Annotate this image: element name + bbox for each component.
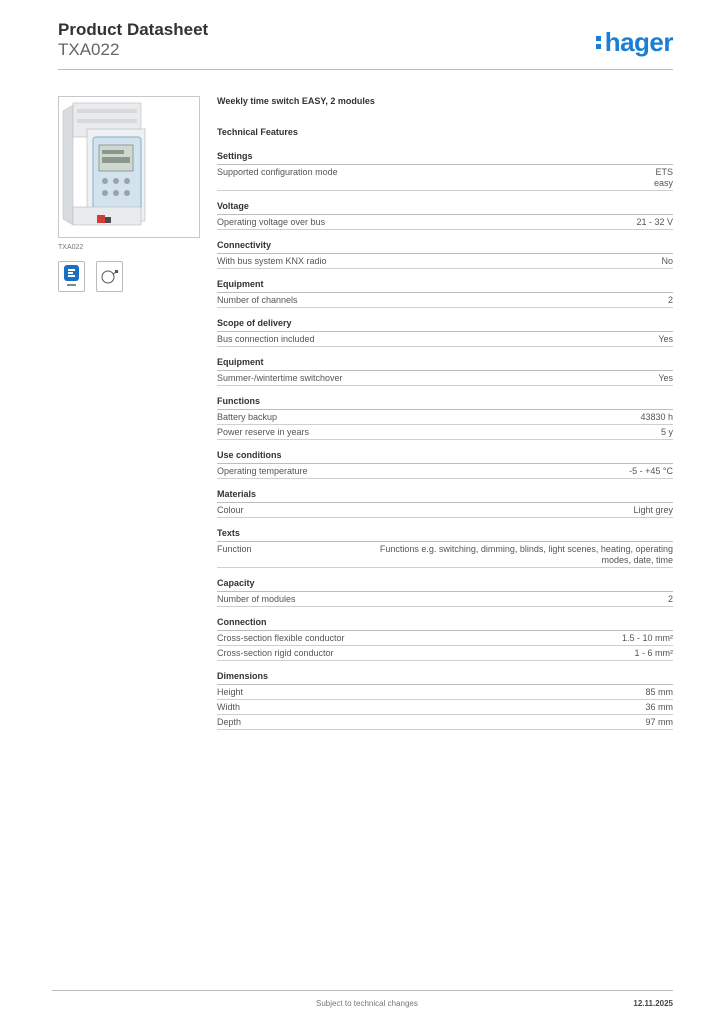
feature-row	[217, 503, 673, 518]
feature-section	[217, 356, 673, 386]
feature-sections	[217, 150, 673, 730]
feature-label: Number of channels	[217, 294, 298, 305]
feature-label: Cross-section rigid conductor	[217, 647, 334, 658]
feature-section	[217, 527, 673, 568]
image-caption: TXA022	[58, 244, 84, 251]
feature-label: With bus system KNX radio	[217, 255, 327, 266]
feature-section	[217, 616, 673, 661]
feature-value: 97 mm	[645, 716, 673, 727]
section-title: Connection	[217, 616, 673, 631]
feature-section	[217, 278, 673, 308]
product-subtitle: Weekly time switch EASY, 2 modules	[217, 96, 375, 106]
feature-label: Number of modules	[217, 593, 296, 604]
page-header	[58, 20, 673, 70]
feature-label: Width	[217, 701, 241, 712]
feature-row	[217, 685, 673, 700]
section-title: Scope of delivery	[217, 317, 673, 332]
feature-section	[217, 395, 673, 440]
feature-row	[217, 215, 673, 230]
feature-value: 43830 h	[640, 411, 673, 422]
feature-value: Functions e.g. switching, dimming, blinds, light scenes, heating, operating modes, date, time	[379, 543, 673, 565]
feature-label: Cross-section flexible conductor	[217, 632, 345, 643]
feature-row	[217, 332, 673, 347]
feature-section	[217, 488, 673, 518]
feature-section	[217, 150, 673, 191]
section-title: Equipment	[217, 278, 673, 293]
feature-value: 2	[667, 593, 673, 604]
feature-label: Operating voltage over bus	[217, 216, 326, 227]
section-title: Use conditions	[217, 449, 673, 464]
feature-label: Function	[217, 543, 252, 554]
section-title: Voltage	[217, 200, 673, 215]
feature-row	[217, 464, 673, 479]
feature-section	[217, 317, 673, 347]
feature-row	[217, 592, 673, 607]
feature-row	[217, 646, 673, 661]
product-image	[58, 96, 200, 238]
feature-value: Yes	[658, 333, 673, 344]
feature-label: Power reserve in years	[217, 426, 310, 437]
feature-value: 21 - 32 V	[636, 216, 673, 227]
feature-row	[217, 410, 673, 425]
section-title: Texts	[217, 527, 673, 542]
feature-label: Supported configuration mode	[217, 166, 338, 177]
feature-row	[217, 425, 673, 440]
section-title: Settings	[217, 150, 673, 165]
feature-row	[217, 165, 673, 191]
feature-row	[217, 254, 673, 269]
logo-colon-mark	[596, 30, 603, 50]
feature-label: Depth	[217, 716, 242, 727]
feature-row	[217, 631, 673, 646]
feature-value: 5 y	[660, 426, 673, 437]
feature-value: 85 mm	[645, 686, 673, 697]
feature-row	[217, 293, 673, 308]
knx-easy-icon	[58, 261, 85, 292]
feature-section	[217, 577, 673, 607]
product-code: TXA022	[58, 40, 120, 59]
feature-label: Bus connection included	[217, 333, 315, 344]
feature-label: Operating temperature	[217, 465, 308, 476]
feature-section	[217, 670, 673, 730]
section-title: Capacity	[217, 577, 673, 592]
feature-row	[217, 371, 673, 386]
section-title: Equipment	[217, 356, 673, 371]
logo-text: hager	[604, 27, 673, 57]
feature-value: ETS easy	[653, 166, 673, 188]
feature-section	[217, 449, 673, 479]
page-footer	[52, 990, 673, 1008]
footer-date: 12.11.2025	[633, 999, 673, 1008]
feature-label: Battery backup	[217, 411, 278, 422]
section-title: Dimensions	[217, 670, 673, 685]
section-title: Connectivity	[217, 239, 673, 254]
feature-row	[217, 700, 673, 715]
feature-value: 2	[667, 294, 673, 305]
features-heading: Technical Features	[217, 127, 298, 137]
footer-note: Subject to technical changes	[316, 999, 418, 1008]
feature-value: 36 mm	[645, 701, 673, 712]
section-title: Functions	[217, 395, 673, 410]
feature-value: 1 - 6 mm²	[634, 647, 673, 658]
feature-section	[217, 239, 673, 269]
feature-value: 1.5 - 10 mm²	[621, 632, 673, 643]
hager-logo	[596, 28, 673, 56]
feature-section	[217, 200, 673, 230]
feature-label: Summer-/wintertime switchover	[217, 372, 343, 383]
clock-key-icon	[96, 261, 123, 292]
feature-value: Light grey	[633, 504, 673, 515]
feature-row	[217, 542, 673, 568]
feature-label: Height	[217, 686, 244, 697]
section-title: Materials	[217, 488, 673, 503]
technical-content	[217, 95, 673, 739]
feature-value: -5 - +45 °C	[629, 465, 673, 476]
feature-value: No	[661, 255, 673, 266]
feature-value: Yes	[658, 372, 673, 383]
feature-row	[217, 715, 673, 730]
time-switch-illustration	[59, 97, 199, 237]
page-title: Product Datasheet	[58, 20, 209, 39]
feature-label: Colour	[217, 504, 244, 515]
